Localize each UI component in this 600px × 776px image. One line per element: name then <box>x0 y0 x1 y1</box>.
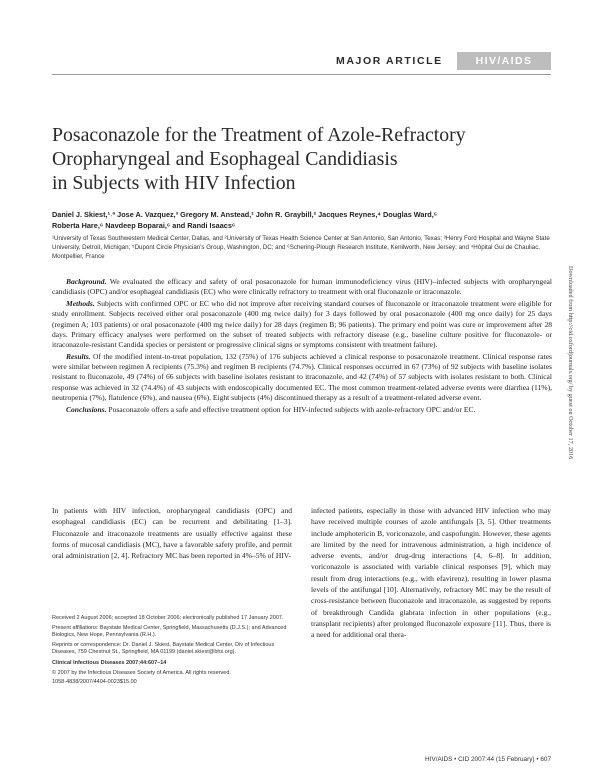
abstract-text: Posaconazole offers a safe and effective treatment option for HIV-infected subjects with azole-refractory OPC and/or EC. <box>108 404 476 414</box>
abstract-heading: Results. <box>66 352 91 362</box>
reprints-note: Reprints or correspondence: Dr. Daniel J. Skiest, Baystate Medical Center, Div of Infectious Diseases, 759 Chestnut St., Springfield, MA 01199 (daniel.skiest@bhs.org). <box>52 641 275 656</box>
body-column-left <box>52 505 292 561</box>
body-paragraph: infected patients, especially in those with advanced HIV infection who may have received multiple courses of azole antifungals [3, 5]. Other treatments include amphotericin B, voriconazole, and caspofungin. However, these agents are limited by the need for intravenous administration, a high incidence of adverse events, and/or drug-drug interactions [4, 6–8]. In addition, voriconazole is associated with variable clinical responses [9], which may result from drug interactions (e.g., with efavirenz), resulting in lower plasma levels of the antifungal [10]. Alternatively, refractory MC may be the result of cross-resistance between fluconazole and itraconazole, as suggested by reports of breakthrough Candida glabrata infection in other populations (e.g., transplant recipients) after prolonged fluconazole exposure [11]. Thus, there is a need for additional oral thera- <box>311 506 551 640</box>
abstract-conclusions <box>52 405 552 415</box>
abstract <box>52 277 552 417</box>
abstract-heading: Background. <box>66 277 107 286</box>
footnotes <box>52 615 292 689</box>
article-type-label: MAJOR ARTICLE <box>336 55 443 67</box>
download-watermark <box>567 266 586 686</box>
received-note: Received 2 August 2006; accepted 18 October 2006; electronically published 17 January 2007. <box>52 615 284 621</box>
abstract-text: Of the modified intent-to-treat population, 132 (75%) of 176 subjects achieved a clinical response to posaconazole treatment. Clinical response rates were similar between regimen A recipients (75.3%) and regimen B recipients (74.7%). Clinical responses occurred in 67 (73%) of 92 subjects with baseline isolates resistant to fluconazole, 49 (74%) of 66 subjects with baseline isolates resistant to itraconazole, and 42 (74%) of 57 subjects with isolates resistant to both. Clinical response was achieved in 32 (74.4%) of 43 subjects with endoscopically documented EC. The most common treatment-related adverse events were diarrhea (11%), neutropenia (7%), flatulence (6%), and nausea (6%). Eight subjects (4%) discontinued therapy as a result of a treatment-related adverse event. <box>52 352 552 402</box>
body-column-right <box>311 505 551 641</box>
issn-note: 1058-4838/2007/4404-0023$15.00 <box>52 679 137 686</box>
author-list <box>52 209 552 231</box>
abstract-text: We evaluated the efficacy and safety of oral posaconazole for human immunodeficiency virus (HIV)–infected subjects with oropharyngeal candidiasis (OPC) and/or esophageal candidiasis (EC) who were clinically refractory to treatment with oral fluconazole or itraconazole. <box>52 277 552 297</box>
header-rule <box>52 74 551 75</box>
body-paragraph: In patients with HIV infection, oropharyngeal candidiasis (OPC) and esophageal candidiasis (EC) can be recurrent and debilitating [1–3]. Fluconazole and itraconazole treatments are usually effective against these forms of mucosal candidiasis (MC), have a favorable safety profile, and permit oral administration [2, 4]. Refractory MC has been reported in 4%–5% of HIV- <box>52 506 292 561</box>
abstract-heading: Methods. <box>66 299 95 309</box>
journal-header <box>0 52 600 70</box>
abstract-methods <box>52 299 552 350</box>
abstract-results <box>52 352 552 403</box>
title-line: in Subjects with HIV Infection <box>52 172 296 194</box>
title-line: Oropharyngeal and Esophageal Candidiasis <box>52 148 398 170</box>
copyright-note: © 2007 by the Infectious Diseases Society of America. All rights reserved. <box>52 669 231 676</box>
page-footer: HIV/AIDS • CID 2007:44 (15 February) • 607 <box>425 756 551 763</box>
abstract-background <box>52 277 552 297</box>
author-line: Daniel J. Skiest,¹˒ª Jose A. Vazquez,³ Gregory M. Anstead,² John R. Graybill,² Jacques Reynes,⁴ Douglas Ward,⁵ <box>52 210 438 219</box>
download-watermark-text: Downloaded from http://cid.oxfordjournals.org/ by guest on October 17, 2016 <box>567 266 574 460</box>
author-line: Roberta Hare,⁶ Navdeep Boparai,⁶ and Randi Isaacs⁶ <box>52 221 236 230</box>
affiliations: ¹University of Texas Southwestern Medical Center, Dallas, and ²University of Texas Health Science Center at San Antonio, San Antonio, Texas; ³Henry Ford Hospital and Wayne State University, Detroit, Michigan; ⁵Dupont Circle Physician's Group, Washington, DC; and ⁶Schering-Plough Research Institute, Kenilworth, New Jersey; and ⁴Hôpital Gui de Chauliac, Montpellier, France <box>52 235 550 261</box>
section-tag: HIV/AIDS <box>457 52 551 70</box>
article-title <box>52 123 542 195</box>
abstract-heading: Conclusions. <box>66 404 107 414</box>
abstract-text: Subjects with confirmed OPC or EC who did not improve after receiving standard courses of fluconazole or itraconazole treatment were eligible for study enrollment. Subjects received either oral posaconazole (400 mg twice daily) for 3 days followed by oral posaconazole (400 mg once daily) for 25 days (regimen A; 103 patients) or oral posaconazole (400 mg twice daily) for 28 days (regimen B; 96 patients). The primary end point was cure or improvement after 28 days. Primary efficacy analyses were performed on the subset of treated subjects with refractory disease (e.g., baseline culture positive for fluconazole- or itraconazole-resistant Candida species or persistent or progressive clinical signs or symptoms consistent with treatment failure). <box>52 299 553 349</box>
present-affiliations-note: Present affiliations: Baystate Medical Center, Springfield, Massachusetts (D.J.S.); and Advanced Biologics, New Hope, Pennsylvania (R.H.). <box>52 624 287 639</box>
journal-citation: Clinical Infectious Diseases 2007;44:607–14 <box>52 659 167 666</box>
title-line: Posaconazole for the Treatment of Azole-Refractory <box>52 124 466 146</box>
